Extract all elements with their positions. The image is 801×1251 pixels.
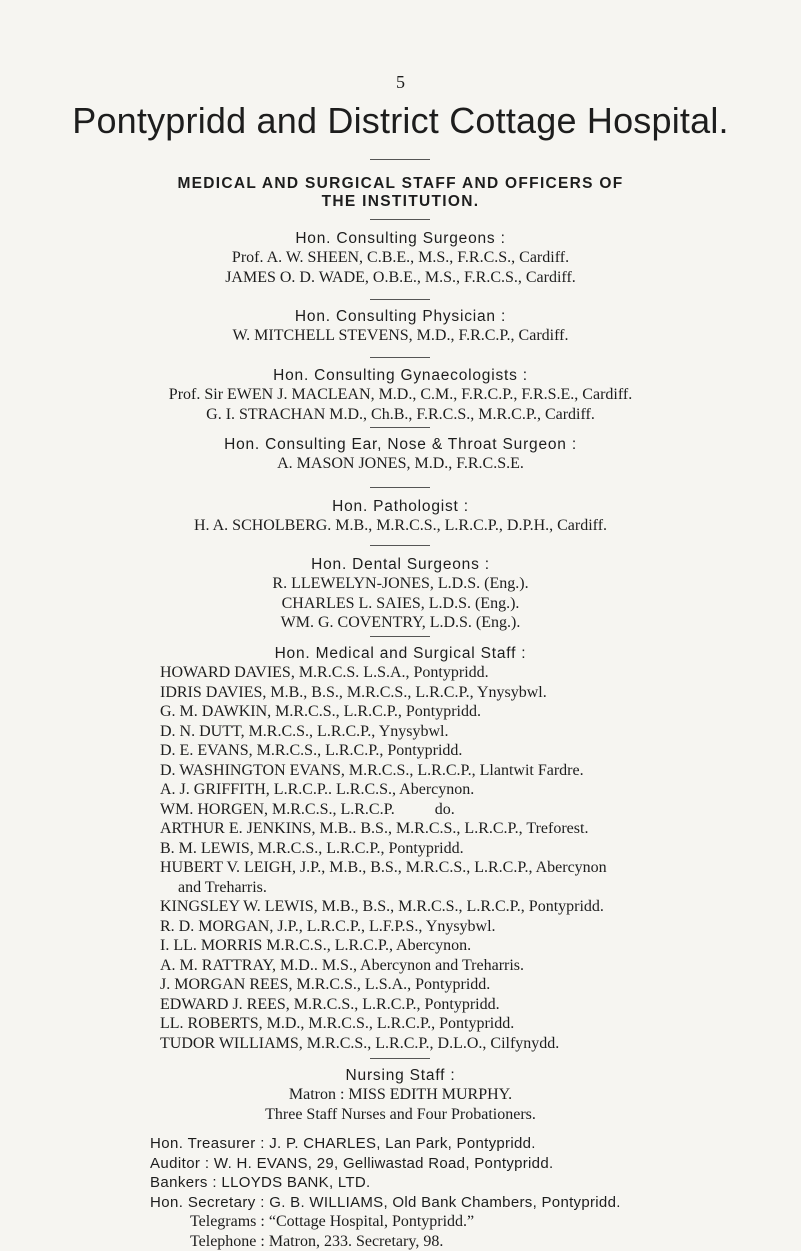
staff-entry: WM. HORGEN, M.R.C.S., L.R.C.P. do. [0, 800, 801, 820]
section-heading: Hon. Pathologist : [0, 497, 801, 516]
officer-secretary [0, 1193, 801, 1213]
contact-telegrams: Telegrams : “Cottage Hospital, Pontypridd.” [0, 1212, 801, 1232]
section-heading: Hon. Medical and Surgical Staff : [0, 644, 801, 663]
officer-label: Hon. Secretary : [150, 1194, 265, 1211]
officer-label: Bankers : [150, 1174, 217, 1191]
section-consulting-ent-surgeon [0, 435, 801, 474]
officer-bankers [0, 1173, 801, 1193]
officer-label: Auditor : [150, 1155, 209, 1172]
staff-entry: JAMES O. D. WADE, O.B.E., M.S., F.R.C.S., Cardiff. [0, 268, 801, 288]
staff-entry: D. N. DUTT, M.R.C.S., L.R.C.P., Ynysybwl. [0, 722, 801, 742]
divider [370, 427, 430, 428]
section-heading: Hon. Consulting Physician : [0, 307, 801, 326]
section-dental-surgeons [0, 555, 801, 633]
staff-entry: HOWARD DAVIES, M.R.C.S. L.S.A., Pontypridd. [0, 663, 801, 683]
staff-entry: Three Staff Nurses and Four Probationers. [0, 1105, 801, 1125]
staff-entry: HUBERT V. LEIGH, J.P., M.B., B.S., M.R.C.S., L.R.C.P., Abercynon [0, 858, 801, 878]
staff-entry: H. A. SCHOLBERG. M.B., M.R.C.S., L.R.C.P., D.P.H., Cardiff. [0, 516, 801, 536]
section-consulting-gynaecologists [0, 366, 801, 424]
subtitle-line: MEDICAL AND SURGICAL STAFF AND OFFICERS OF [0, 175, 801, 193]
contact-telephone: Telephone : Matron, 233. Secretary, 98. [0, 1232, 801, 1251]
staff-entry: A. MASON JONES, M.D., F.R.C.S.E. [0, 454, 801, 474]
officer-value: LLOYDS BANK, LTD. [217, 1174, 371, 1191]
section-heading: Hon. Consulting Gynaecologists : [0, 366, 801, 385]
staff-entry: CHARLES L. SAIES, L.D.S. (Eng.). [0, 594, 801, 614]
divider [370, 357, 430, 358]
document-subtitle [0, 175, 801, 211]
divider [370, 1058, 430, 1059]
officer-label: Hon. Treasurer : [150, 1135, 265, 1152]
staff-entry: W. MITCHELL STEVENS, M.D., F.R.C.P., Cardiff. [0, 326, 801, 346]
divider [370, 636, 430, 637]
staff-entry: I. LL. MORRIS M.R.C.S., L.R.C.P., Abercynon. [0, 936, 801, 956]
divider [370, 299, 430, 300]
staff-entry: G. M. DAWKIN, M.R.C.S., L.R.C.P., Pontypridd. [0, 702, 801, 722]
staff-entry: Prof. A. W. SHEEN, C.B.E., M.S., F.R.C.S., Cardiff. [0, 248, 801, 268]
staff-entry: IDRIS DAVIES, M.B., B.S., M.R.C.S., L.R.C.P., Ynysybwl. [0, 683, 801, 703]
divider [370, 487, 430, 488]
divider [370, 159, 430, 160]
page-number: 5 [0, 72, 801, 93]
staff-entry: KINGSLEY W. LEWIS, M.B., B.S., M.R.C.S., L.R.C.P., Pontypridd. [0, 897, 801, 917]
staff-entry: A. J. GRIFFITH, L.R.C.P.. L.R.C.S., Abercynon. [0, 780, 801, 800]
section-medical-surgical-staff [0, 644, 801, 1053]
section-heading: Nursing Staff : [0, 1066, 801, 1085]
staff-entry: G. I. STRACHAN M.D., Ch.B., F.R.C.S., M.R.C.P., Cardiff. [0, 405, 801, 425]
officer-auditor [0, 1154, 801, 1174]
section-nursing-staff [0, 1066, 801, 1124]
subtitle-line: THE INSTITUTION. [0, 193, 801, 211]
officer-value: G. B. WILLIAMS, Old Bank Chambers, Pontypridd. [265, 1194, 621, 1211]
section-heading: Hon. Consulting Surgeons : [0, 229, 801, 248]
divider [370, 219, 430, 220]
staff-entry: D. E. EVANS, M.R.C.S., L.R.C.P., Pontypridd. [0, 741, 801, 761]
officer-value: J. P. CHARLES, Lan Park, Pontypridd. [265, 1135, 536, 1152]
section-heading: Hon. Dental Surgeons : [0, 555, 801, 574]
staff-entry: R. LLEWELYN-JONES, L.D.S. (Eng.). [0, 574, 801, 594]
section-pathologist [0, 497, 801, 536]
staff-entry: D. WASHINGTON EVANS, M.R.C.S., L.R.C.P., Llantwit Fardre. [0, 761, 801, 781]
staff-entry: R. D. MORGAN, J.P., L.R.C.P., L.F.P.S., Ynysybwl. [0, 917, 801, 937]
section-heading: Hon. Consulting Ear, Nose & Throat Surgeon : [0, 435, 801, 454]
staff-entry: Prof. Sir EWEN J. MACLEAN, M.D., C.M., F.R.C.P., F.R.S.E., Cardiff. [0, 385, 801, 405]
staff-entry: J. MORGAN REES, M.R.C.S., L.S.A., Pontypridd. [0, 975, 801, 995]
staff-entry: A. M. RATTRAY, M.D.. M.S., Abercynon and Treharris. [0, 956, 801, 976]
section-consulting-physician [0, 307, 801, 346]
staff-entry-continuation: and Treharris. [0, 878, 801, 898]
staff-entry: EDWARD J. REES, M.R.C.S., L.R.C.P., Pontypridd. [0, 995, 801, 1015]
officers-block [0, 1134, 801, 1251]
staff-entry: B. M. LEWIS, M.R.C.S., L.R.C.P., Pontypridd. [0, 839, 801, 859]
officer-value: W. H. EVANS, 29, Gelliwastad Road, Pontypridd. [209, 1155, 553, 1172]
staff-entry: Matron : MISS EDITH MURPHY. [0, 1085, 801, 1105]
divider [370, 545, 430, 546]
page-title: Pontypridd and District Cottage Hospital. [0, 100, 801, 142]
staff-entry: LL. ROBERTS, M.D., M.R.C.S., L.R.C.P., Pontypridd. [0, 1014, 801, 1034]
section-consulting-surgeons [0, 229, 801, 287]
staff-entry: TUDOR WILLIAMS, M.R.C.S., L.R.C.P., D.L.O., Cilfynydd. [0, 1034, 801, 1054]
officer-treasurer [0, 1134, 801, 1154]
staff-entry: ARTHUR E. JENKINS, M.B.. B.S., M.R.C.S., L.R.C.P., Treforest. [0, 819, 801, 839]
staff-entry: WM. G. COVENTRY, L.D.S. (Eng.). [0, 613, 801, 633]
